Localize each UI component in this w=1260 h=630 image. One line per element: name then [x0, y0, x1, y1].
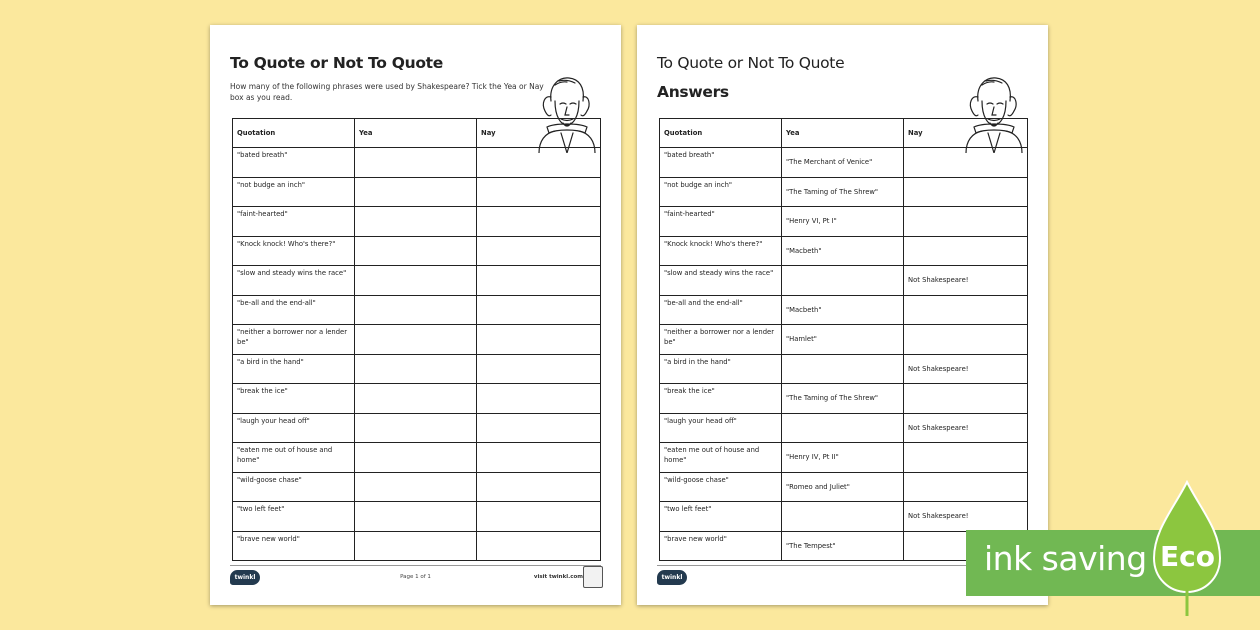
- quotation-cell: "break the ice": [233, 384, 355, 414]
- table-row: [660, 354, 1028, 384]
- table-row: [233, 472, 601, 502]
- yea-answer-cell: [782, 354, 904, 384]
- yea-answer-cell: "Henry VI, Pt I": [782, 207, 904, 237]
- nay-tick-box[interactable]: [477, 384, 601, 414]
- quotation-cell: "bated breath": [660, 148, 782, 178]
- table-row: [233, 354, 601, 384]
- yea-answer-cell: [782, 413, 904, 443]
- table-row: [660, 266, 1028, 296]
- quotation-table: [232, 118, 601, 561]
- yea-tick-box[interactable]: [355, 384, 477, 414]
- yea-tick-box[interactable]: [355, 295, 477, 325]
- table-row: [660, 148, 1028, 178]
- quotation-cell: "eaten me out of house and home": [233, 443, 355, 473]
- table-row: [660, 502, 1028, 532]
- column-header-nay: Nay: [477, 119, 601, 148]
- visit-link[interactable]: visit twinkl.com: [533, 574, 583, 580]
- table-row: [233, 413, 601, 443]
- nay-answer-cell: [904, 148, 1028, 178]
- nay-tick-box[interactable]: [477, 207, 601, 237]
- yea-tick-box[interactable]: [355, 177, 477, 207]
- ink-saving-text: ink saving: [984, 539, 1147, 578]
- quotation-cell: "break the ice": [660, 384, 782, 414]
- nay-tick-box[interactable]: [477, 177, 601, 207]
- yea-answer-cell: "The Merchant of Venice": [782, 148, 904, 178]
- table-row: [660, 325, 1028, 355]
- footer-divider: [230, 565, 601, 566]
- yea-answer-cell: [782, 266, 904, 296]
- quotation-cell: "be-all and the end-all": [660, 295, 782, 325]
- nay-tick-box[interactable]: [477, 354, 601, 384]
- yea-answer-cell: "The Tempest": [782, 531, 904, 561]
- quotation-cell: "not budge an inch": [660, 177, 782, 207]
- nay-answer-cell: Not Shakespeare!: [904, 413, 1028, 443]
- quotation-cell: "faint-hearted": [233, 207, 355, 237]
- table-row: [233, 207, 601, 237]
- nay-tick-box[interactable]: [477, 502, 601, 532]
- eco-label: Eco: [1160, 540, 1215, 573]
- table-row: [233, 531, 601, 561]
- quotation-cell: "two left feet": [233, 502, 355, 532]
- nay-tick-box[interactable]: [477, 472, 601, 502]
- table-row: [233, 384, 601, 414]
- quotation-cell: "laugh your head off": [233, 413, 355, 443]
- table-row: [233, 443, 601, 473]
- yea-tick-box[interactable]: [355, 148, 477, 178]
- yea-tick-box[interactable]: [355, 325, 477, 355]
- quotation-cell: "brave new world": [660, 531, 782, 561]
- yea-answer-cell: "The Taming of The Shrew": [782, 177, 904, 207]
- column-header-quotation: Quotation: [233, 119, 355, 148]
- column-header-yea: Yea: [355, 119, 477, 148]
- quotation-cell: "wild-goose chase": [233, 472, 355, 502]
- nay-tick-box[interactable]: [477, 236, 601, 266]
- yea-tick-box[interactable]: [355, 354, 477, 384]
- quotation-cell: "eaten me out of house and home": [660, 443, 782, 473]
- column-header-yea: Yea: [782, 119, 904, 148]
- nay-tick-box[interactable]: [477, 413, 601, 443]
- nay-tick-box[interactable]: [477, 443, 601, 473]
- table-row: [660, 236, 1028, 266]
- table-row: [233, 266, 601, 296]
- nay-answer-cell: Not Shakespeare!: [904, 354, 1028, 384]
- table-row: [660, 384, 1028, 414]
- nay-answer-cell: [904, 472, 1028, 502]
- yea-answer-cell: [782, 502, 904, 532]
- yea-answer-cell: "Henry IV, Pt II": [782, 443, 904, 473]
- nay-tick-box[interactable]: [477, 531, 601, 561]
- quotation-cell: "laugh your head off": [660, 413, 782, 443]
- page-number: Page 1 of 1: [400, 574, 431, 580]
- answers-title: To Quote or Not To Quote: [657, 54, 845, 72]
- worksheet-page: [210, 25, 621, 605]
- quotation-cell: "two left feet": [660, 502, 782, 532]
- nay-answer-cell: [904, 207, 1028, 237]
- nay-answer-cell: Not Shakespeare!: [904, 502, 1028, 532]
- worksheet-title: To Quote or Not To Quote: [230, 54, 443, 72]
- yea-tick-box[interactable]: [355, 502, 477, 532]
- yea-tick-box[interactable]: [355, 443, 477, 473]
- quotation-cell: "a bird in the hand": [660, 354, 782, 384]
- twinkl-logo: twinkl: [657, 570, 687, 585]
- twinkl-logo: twinkl: [230, 570, 260, 585]
- table-row: [233, 177, 601, 207]
- yea-answer-cell: "Romeo and Juliet": [782, 472, 904, 502]
- quotation-cell: "not budge an inch": [233, 177, 355, 207]
- quotation-cell: "slow and steady wins the race": [233, 266, 355, 296]
- yea-tick-box[interactable]: [355, 236, 477, 266]
- yea-answer-cell: "Hamlet": [782, 325, 904, 355]
- yea-answer-cell: "Macbeth": [782, 236, 904, 266]
- quality-stamp-icon: [583, 566, 603, 588]
- worksheet-instructions: How many of the following phrases were used by Shakespeare? Tick the Yea or Nay box as you read.: [230, 82, 544, 102]
- quotation-cell: "brave new world": [233, 531, 355, 561]
- table-row: [660, 295, 1028, 325]
- answers-subtitle: Answers: [657, 83, 729, 101]
- nay-answer-cell: [904, 325, 1028, 355]
- table-row: [233, 295, 601, 325]
- table-row: [233, 236, 601, 266]
- table-header-row: [660, 119, 1028, 148]
- nay-answer-cell: [904, 177, 1028, 207]
- quotation-cell: "Knock knock! Who's there?": [233, 236, 355, 266]
- nay-tick-box[interactable]: [477, 148, 601, 178]
- table-row: [660, 177, 1028, 207]
- yea-tick-box[interactable]: [355, 413, 477, 443]
- yea-tick-box[interactable]: [355, 207, 477, 237]
- quotation-cell: "be-all and the end-all": [233, 295, 355, 325]
- table-row: [233, 325, 601, 355]
- table-row: [233, 148, 601, 178]
- quotation-cell: "slow and steady wins the race": [660, 266, 782, 296]
- column-header-nay: Nay: [904, 119, 1028, 148]
- quotation-cell: "Knock knock! Who's there?": [660, 236, 782, 266]
- yea-answer-cell: "Macbeth": [782, 295, 904, 325]
- nay-answer-cell: Not Shakespeare!: [904, 266, 1028, 296]
- table-row: [233, 502, 601, 532]
- quotation-cell: "bated breath": [233, 148, 355, 178]
- nay-tick-box[interactable]: [477, 266, 601, 296]
- nay-answer-cell: [904, 384, 1028, 414]
- nay-tick-box[interactable]: [477, 325, 601, 355]
- table-row: [660, 443, 1028, 473]
- column-header-quotation: Quotation: [660, 119, 782, 148]
- table-row: [660, 413, 1028, 443]
- yea-answer-cell: "The Taming of The Shrew": [782, 384, 904, 414]
- quotation-cell: "neither a borrower nor a lender be": [660, 325, 782, 355]
- nay-answer-cell: [904, 295, 1028, 325]
- table-header-row: [233, 119, 601, 148]
- nay-answer-cell: [904, 443, 1028, 473]
- table-row: [660, 207, 1028, 237]
- quotation-cell: "faint-hearted": [660, 207, 782, 237]
- answers-page: [637, 25, 1048, 605]
- yea-tick-box[interactable]: [355, 472, 477, 502]
- yea-tick-box[interactable]: [355, 531, 477, 561]
- quotation-cell: "wild-goose chase": [660, 472, 782, 502]
- nay-answer-cell: [904, 236, 1028, 266]
- quotation-cell: "neither a borrower nor a lender be": [233, 325, 355, 355]
- answers-table: [659, 118, 1028, 561]
- table-row: [660, 472, 1028, 502]
- nay-tick-box[interactable]: [477, 295, 601, 325]
- yea-tick-box[interactable]: [355, 266, 477, 296]
- quotation-cell: "a bird in the hand": [233, 354, 355, 384]
